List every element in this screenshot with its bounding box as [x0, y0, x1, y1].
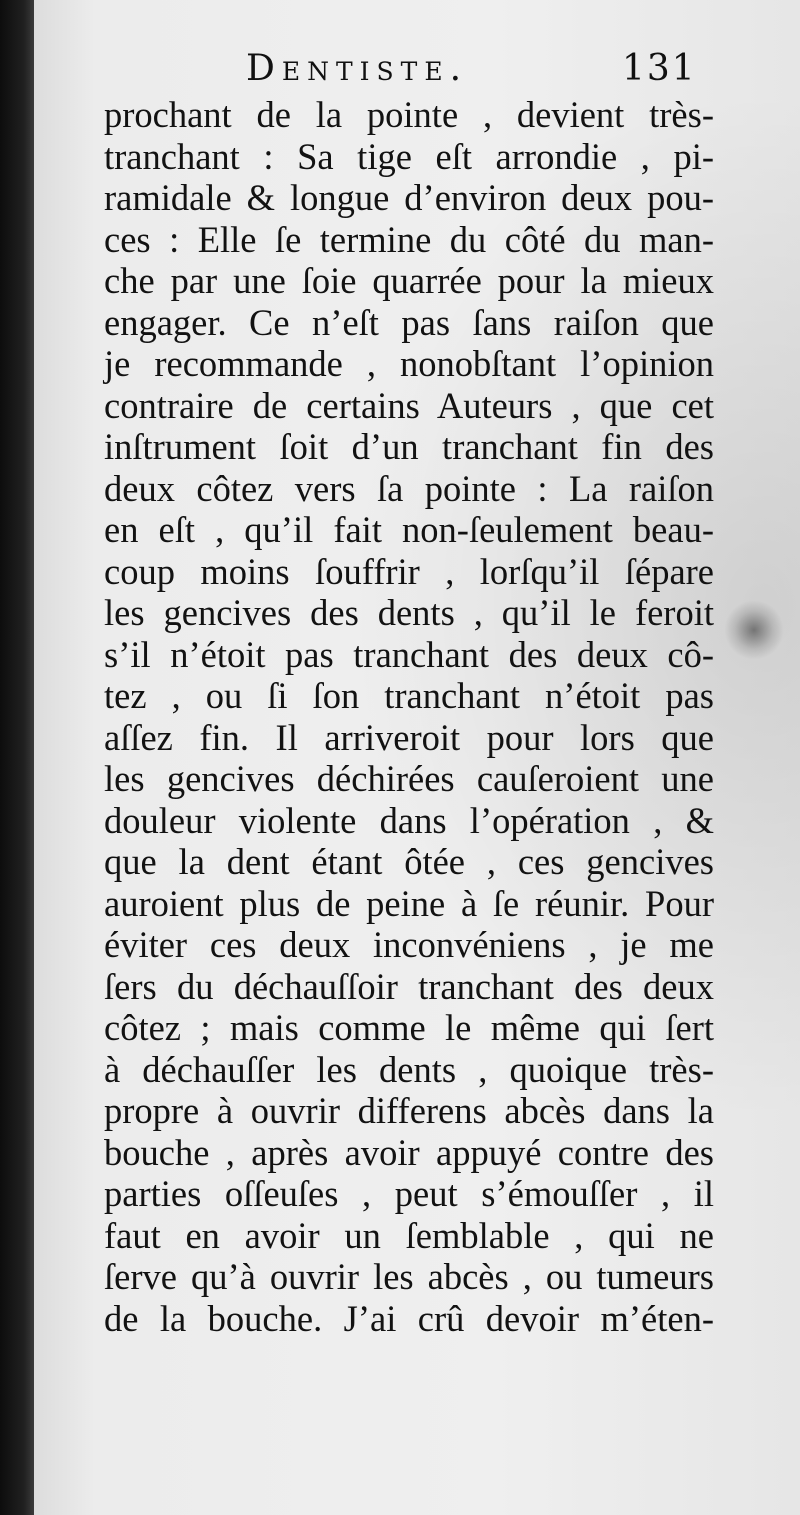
- page-header: [0, 42, 800, 102]
- text-line: prochant de la pointe , devient très-: [104, 94, 714, 135]
- text-line: ſers du déchauſſoir tranchant des deux: [104, 965, 714, 1007]
- text-line: aſſez fin. Il arriveroit pour lors que: [104, 716, 714, 758]
- text-line: en eſt , qu’il fait non-ſeulement beau-: [104, 509, 714, 550]
- text-line: parties oſſeuſes , peut s’émouſſer , il: [104, 1173, 714, 1214]
- text-line: che par une ſoie quarrée pour la mieux: [104, 260, 714, 301]
- text-line: auroient plus de peine à ſe réunir. Pour: [104, 882, 714, 924]
- text-line: engager. Ce n’eſt pas ſans raiſon que: [104, 301, 714, 343]
- text-line: ramidale & longue d’environ deux pou-: [104, 177, 714, 218]
- body-text: [104, 94, 714, 1339]
- text-line: ces : Elle ſe termine du côté du man-: [104, 218, 714, 260]
- page-gutter-shadow: [0, 0, 34, 1515]
- text-line: les gencives déchirées cauſeroient une: [104, 758, 714, 799]
- text-line: douleur violente dans l’opération , &: [104, 799, 714, 841]
- text-line: je recommande , nonobſtant l’opinion: [104, 343, 714, 384]
- running-head: Dentiste.: [246, 48, 469, 89]
- page-number: 131: [622, 48, 697, 89]
- text-line: éviter ces deux inconvéniens , je me: [104, 924, 714, 965]
- text-line: tez , ou ſi ſon tranchant n’étoit pas: [104, 675, 714, 716]
- text-line: coup moins ſouffrir , lorſqu’il ſépare: [104, 550, 714, 592]
- text-line: propre à ouvrir differens abcès dans la: [104, 1090, 714, 1131]
- text-line: s’il n’étoit pas tranchant des deux cô-: [104, 633, 714, 675]
- text-line: tranchant : Sa tige eſt arrondie , pi-: [104, 135, 714, 177]
- text-line: ſerve qu’à ouvrir les abcès , ou tumeurs: [104, 1256, 714, 1297]
- ink-smudge: [724, 600, 784, 660]
- text-line: de la bouche. J’ai crû devoir m’éten-: [104, 1297, 714, 1339]
- text-line: deux côtez vers ſa pointe : La raiſon: [104, 467, 714, 509]
- text-line: à déchauſſer les dents , quoique très-: [104, 1048, 714, 1090]
- text-line: inſtrument ſoit d’un tranchant fin des: [104, 426, 714, 467]
- text-line: que la dent étant ôtée , ces gencives: [104, 841, 714, 882]
- text-line: côtez ; mais comme le même qui ſert: [104, 1007, 714, 1048]
- text-line: les gencives des dents , qu’il le feroit: [104, 592, 714, 633]
- text-line: faut en avoir un ſemblable , qui ne: [104, 1214, 714, 1256]
- text-line: bouche , après avoir appuyé contre des: [104, 1131, 714, 1173]
- text-line: contraire de certains Auteurs , que cet: [104, 384, 714, 426]
